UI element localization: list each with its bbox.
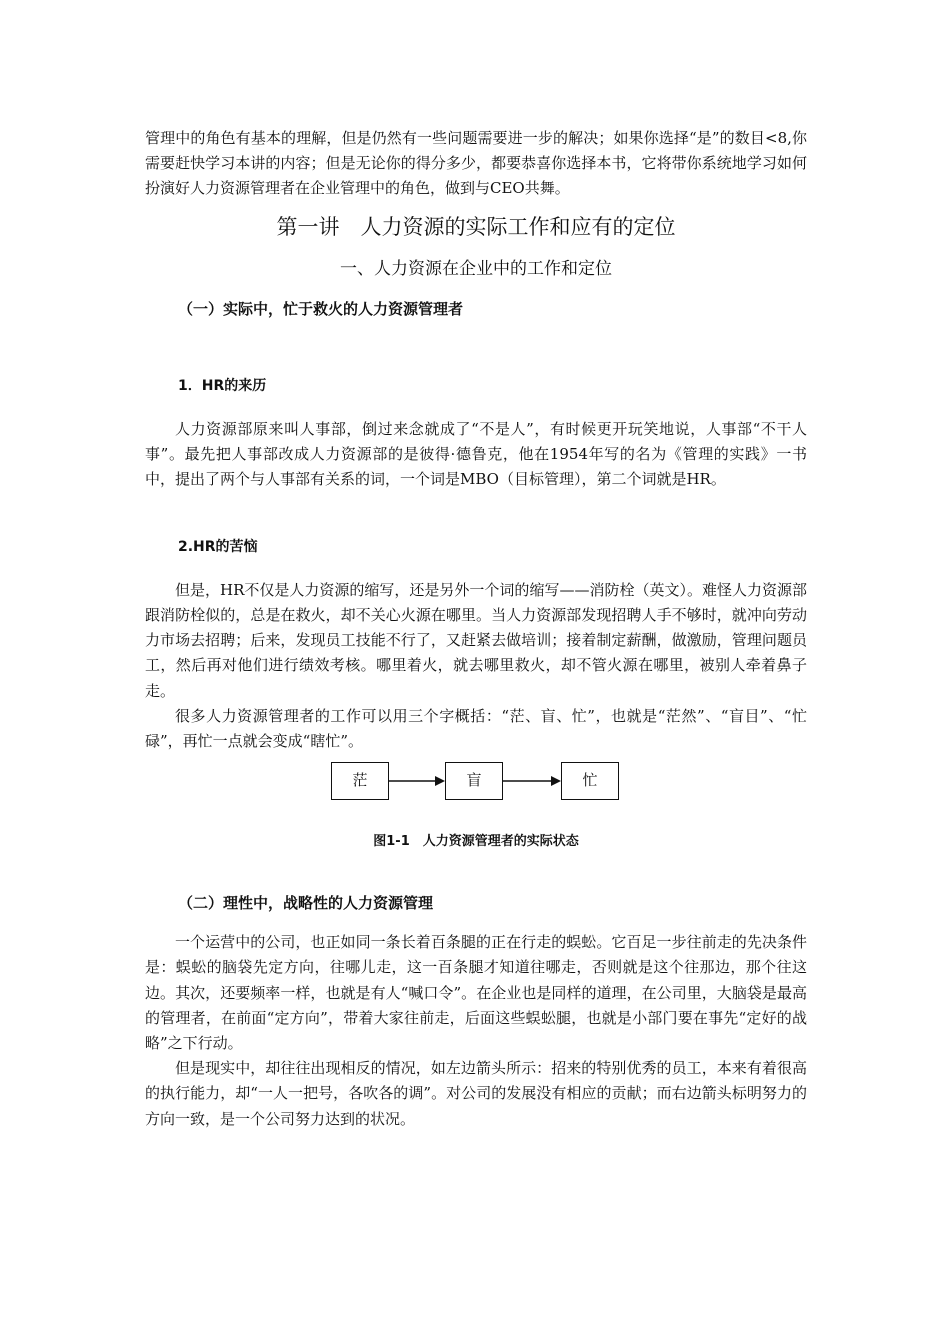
flow-box-mang-blank: 茫 <box>331 762 389 800</box>
page-content <box>145 126 807 1132</box>
sub-heading-hr-origin: 1．HR的来历 <box>178 378 267 395</box>
flow-box-mang-busy: 忙 <box>561 762 619 800</box>
sub-heading-hr-troubles: 2.HR的苦恼 <box>178 539 258 556</box>
three-words-paragraph: 很多人力资源管理者的工作可以用三个字概括：“茫、盲、忙”，也就是“茫然”、“盲目”、“忙碌”，再忙一点就会变成“瞎忙”。 <box>145 706 807 750</box>
lecture-title: 第一讲 人力资源的实际工作和应有的定位 <box>276 214 676 239</box>
flow-arrow-head-1 <box>435 776 445 786</box>
subsection-title-strategic: （二）理性中，战略性的人力资源管理 <box>178 894 434 913</box>
spacer <box>145 336 807 356</box>
section-title: 一、人力资源在企业中的工作和定位 <box>340 258 612 279</box>
intro-paragraph: 管理中的角色有基本的理解，但是仍然有一些问题需要进一步的解决；如果你选择“是”的数目<8,你需要赶快学习本讲的内容；但是无论你的得分多少，都要恭喜你选择本书，它将带你系统地学习如何扮演好人力资源管理者在企业管理中的角色，做到与CEO共舞。 <box>145 129 807 198</box>
subsection-title-firefighting: （一）实际中，忙于救火的人力资源管理者 <box>178 299 464 318</box>
reality-paragraph: 但是现实中，却往往出现相反的情况，如左边箭头所示：招来的特别优秀的员工，本来有着很高的执行能力，却“一人一把号，各吹各的调”。对公司的发展没有相应的贡献；而右边箭头标明努力的方向一致，是一个公司努力达到的状况。 <box>145 1059 807 1128</box>
centipede-paragraph: 一个运营中的公司，也正如同一条长着百条腿的正在行走的蜈蚣。它百足一步往前走的先决条件是：蜈蚣的脑袋先定方向，往哪儿走，这一百条腿才知道往哪走，否则就是这个往那边，那个往这边。其次，还要频率一样，也就是有人“喊口令”。在企业也是同样的道理，在公司里，大脑袋是最高的管理者，在前面“定方向”，带着大家往前走，后面这些蜈蚣腿，也就是小部门要在事先“定好的战略”之下行动。 <box>145 933 807 1052</box>
hr-troubles-paragraph: 但是，HR不仅是人力资源的缩写，还是另外一个词的缩写——消防栓（英文）。难怪人力资源部跟消防栓似的，总是在救火，却不关心火源在哪里。当人力资源部发现招聘人手不够时，就冲向劳动力市场去招聘；后来，发现员工技能不行了，又赶紧去做培训；接着制定薪酬，做激励，管理问题员工，然后再对他们进行绩效考核。哪里着火，就去哪里救火，却不管火源在哪里，被别人牵着鼻子走。 <box>145 580 807 700</box>
hr-origin-paragraph: 人力资源部原来叫人事部，倒过来念就成了“不是人”，有时候更开玩笑地说，人事部“不干人事”。最先把人事部改成人力资源部的是彼得·德鲁克，他在1954年写的名为《管理的实践》一书中，提出了两个与人事部有关系的词，一个词是MBO（目标管理），第二个词就是HR。 <box>145 419 807 489</box>
figure-caption: 图1-1 人力资源管理者的实际状态 <box>373 834 579 850</box>
flow-box-mang-blind: 盲 <box>445 762 503 800</box>
flow-diagram <box>145 762 807 810</box>
flow-arrow-head-2 <box>551 776 561 786</box>
spacer <box>145 852 807 876</box>
spacer <box>145 493 807 517</box>
